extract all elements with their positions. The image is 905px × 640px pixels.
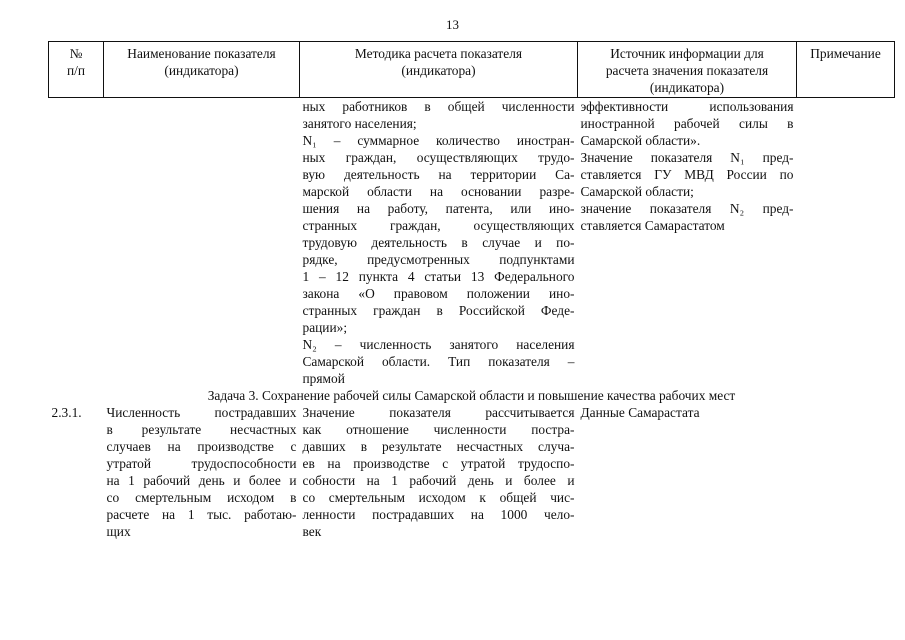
text-line: Самарской области». [580,133,701,148]
header-source-line: расчета значения показателя [605,63,769,78]
text-line: со смертельным исходом в [106,490,297,505]
text-line: эффективности использования [580,99,794,114]
text-line: ев на производстве с утратой трудоспо- [302,456,575,471]
task-row [49,387,895,404]
text-line: давших в результате несчастных случа- [302,439,575,454]
row-note [797,404,895,540]
text-line: как отношение численности постра- [302,422,575,437]
text-line: иностранной рабочей силы в [580,116,794,131]
page-number: 13 [446,17,459,32]
text-line: N₂ – численность занятого населения [302,337,575,352]
header-source-line: Источник информации для [610,46,764,61]
text-line: со смертельным исходом к общей чис- [302,490,575,505]
text-line: Значение показателя рассчитывается [302,405,575,420]
text-line: ных работников в общей численности [302,99,575,114]
text-line: Самарской области. Тип показателя – [302,354,575,369]
text-line: Численность пострадавших [106,405,297,420]
table-row [49,404,895,540]
text-line: странных граждан, осуществляющих [302,218,575,233]
header-source [578,42,797,98]
text-line: занятого населения; [302,116,417,131]
continuation-num [49,98,104,388]
text-line: вую деятельность на территории Са- [302,167,575,182]
header-name [104,42,300,98]
text-line: в результате несчастных [106,422,297,437]
row-name [104,404,300,540]
text-line: рации»; [302,320,348,335]
continuation-source [578,98,797,388]
header-source-line: (индикатора) [649,80,725,95]
text-line: на 1 рабочий день и более и [106,473,297,488]
header-method-line: (индикатора) [401,63,476,78]
continuation-row [49,98,895,388]
continuation-name [104,98,300,388]
text-line: расчете на 1 тыс. работаю- [106,507,297,522]
header-method-line: Методика расчета показателя [354,46,523,61]
header-num [49,42,104,98]
text-line: марской области на основании разре- [302,184,575,199]
table-header-row [49,42,895,98]
row-source: Данные Самарастата [580,405,700,420]
text-line: ленности пострадавших на 1000 чело- [302,507,575,522]
text-line: Самарской области; [580,184,694,199]
text-line: 1 – 12 пункта 4 статьи 13 Федерального [302,269,575,284]
header-note-line: Примечание [810,46,881,61]
text-line: щих [106,524,131,539]
text-line: шения на работу, патента, или ино- [302,201,575,216]
text-line: трудовую деятельность в случае и по- [302,235,575,250]
task-title: Задача 3. Сохранение рабочей силы Самарской области и повышение качества рабочих мест [207,388,736,403]
text-line: прямой [302,371,345,386]
text-line: собности на 1 рабочий день и более и [302,473,575,488]
continuation-note [797,98,895,388]
continuation-method [300,98,578,388]
text-line: утратой трудоспособности [106,456,297,471]
text-line: век [302,524,322,539]
header-name-line: Наименование показателя [127,46,276,61]
text-line: значение показателя N₂ пред- [580,201,794,216]
text-line: Значение показателя N₁ пред- [580,150,794,165]
text-line: ставляется ГУ МВД России по [580,167,794,182]
header-num-line: № [69,46,83,61]
header-num-line: п/п [66,63,86,78]
text-line: странных граждан в Российской Феде- [302,303,575,318]
row-num: 2.3.1. [51,405,82,420]
text-line: случаев на производстве с [106,439,297,454]
row-method [300,404,578,540]
text-line: N₁ – суммарное количество иностран- [302,133,575,148]
text-line: ставляется Самарастатом [580,218,725,233]
text-line: ных граждан, осуществляющих трудо- [302,150,575,165]
text-line: закона «О правовом положении ино- [302,286,575,301]
header-method [300,42,578,98]
text-line: рядке, предусмотренных подпунктами [302,252,575,267]
indicator-table [48,41,895,540]
header-note [797,42,895,98]
header-name-line: (индикатора) [164,63,239,78]
